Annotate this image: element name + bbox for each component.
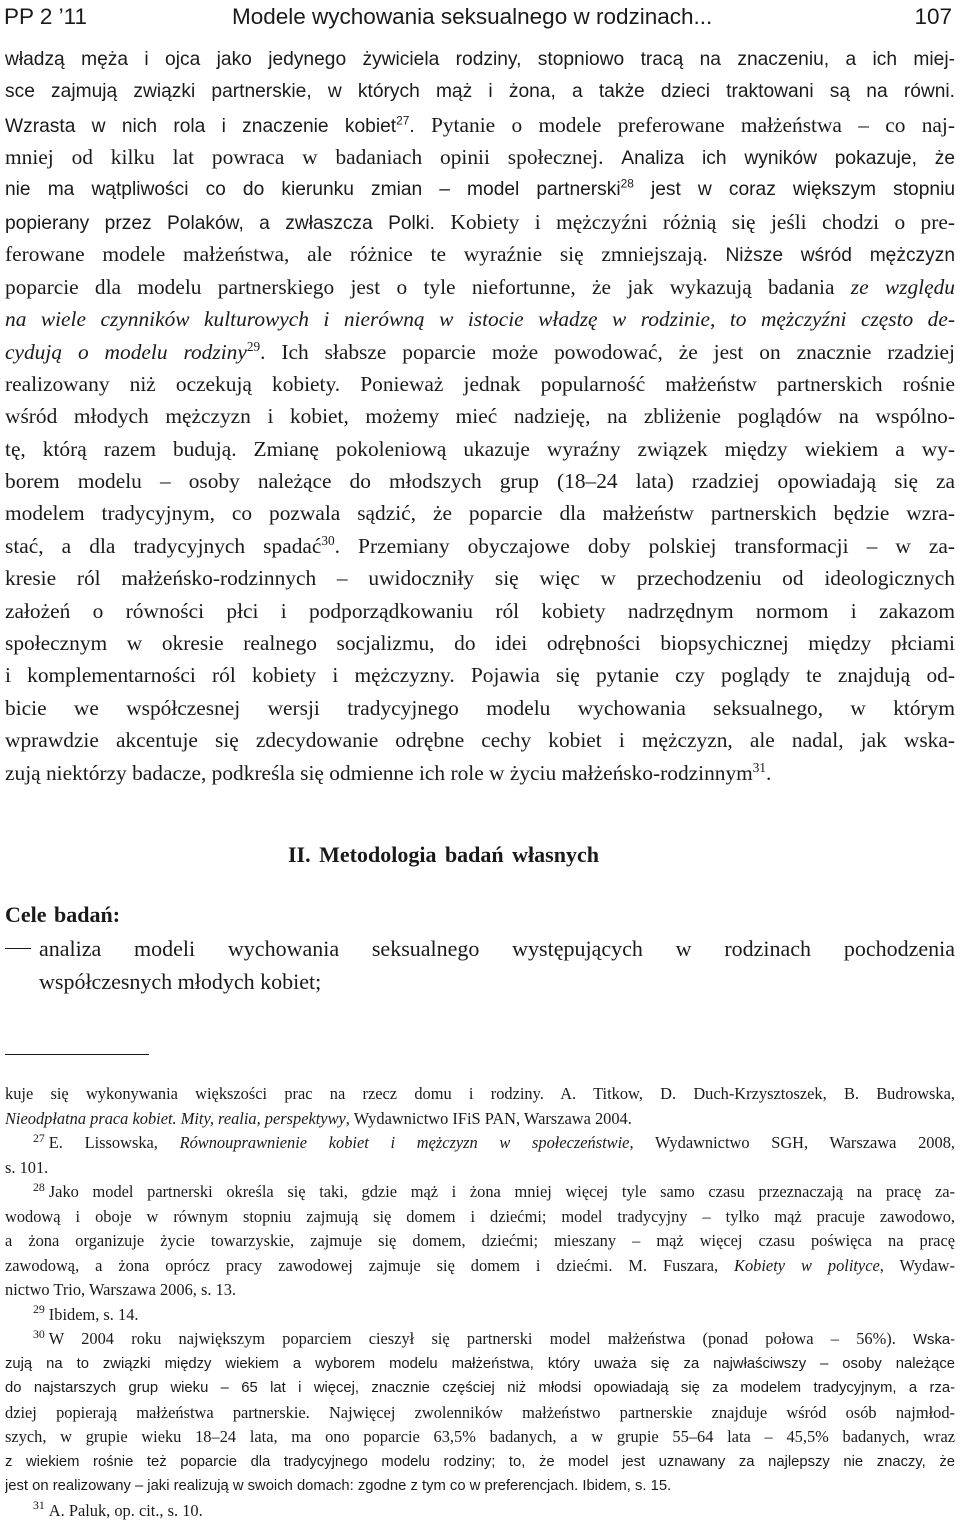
- body-line: [5, 76, 955, 108]
- text-run: zawodową, a żona oprócz pracy zawodowej zajmuje się domem i dziećmi. M. Fuszara,: [5, 1255, 735, 1275]
- text-run: popierany przez Polaków, a zwłaszcza Polki.: [5, 212, 451, 234]
- text-run: z wiekiem rośnie też poparcie dla tradycyjnego modelu rodziny; to, że model jest uznawany za najlepszy nie znaczy, że: [5, 1453, 955, 1470]
- text-run: , Wydaw-: [879, 1255, 955, 1275]
- body-text: [5, 44, 955, 789]
- goal-item-1-text: analiza modeli wychowania seksualnego występujących w rodzinach pochodzenia: [39, 936, 955, 961]
- footnote-line: [5, 1107, 955, 1132]
- footnote-line: [5, 1180, 955, 1205]
- text-run: zują na to związki między wiekiem a wyborem modelu małżeństwa, który uważa się za najwłaściwszy – osoby należące: [5, 1355, 955, 1372]
- body-line: [5, 141, 955, 173]
- body-line: [5, 562, 955, 594]
- goal-item-1-line-2: współczesnych młodych kobiet;: [39, 969, 322, 994]
- text-run: ze względu: [850, 274, 955, 299]
- text-run: bicie we współczesnej wersji tradycyjnego modelu wychowania seksualnego, w którym: [5, 695, 955, 720]
- footnote-line: [5, 1303, 955, 1328]
- text-run: stać, a dla tradycyjnych spadać: [5, 533, 322, 558]
- body-line: [5, 595, 955, 627]
- text-run: władzą męża i ojca jako jedynego żywiciela rodziny, stopniowo tracą na znaczeniu, a ich miej-: [5, 49, 955, 70]
- footnote-ref: 28: [620, 176, 634, 191]
- body-line: [5, 109, 955, 141]
- text-run: jest on realizowany – jaki realizują w swoich domach: zgodne z tym co w preferencjach. Ibidem, s. 15.: [5, 1478, 672, 1494]
- body-line: [5, 303, 955, 335]
- body-line: [5, 530, 955, 562]
- footnote-line: [5, 1327, 955, 1352]
- text-run: tę, którą razem budują. Zmianę pokoleniową ukazuje wyraźny związek między wiekiem a wy-: [5, 436, 955, 461]
- text-run: społecznym w okresie realnego socjalizmu, do idei odrębności biopsychicznej między płciami: [5, 631, 955, 656]
- text-run: Jako model partnerski określa się taki, gdzie mąż i żona mniej więcej tyle samo czasu przeznaczają na pracę za-: [48, 1182, 955, 1201]
- text-run: Pytanie o modele preferowane małżeństwa – co naj-: [430, 112, 955, 137]
- footnote-number: 30: [33, 1327, 45, 1341]
- footnote-line: [5, 1474, 955, 1499]
- footnote-line: [5, 1229, 955, 1254]
- text-run: Analiza ich wyników pokazuje, że: [621, 148, 955, 170]
- text-run: E. Lissowska,: [48, 1133, 180, 1152]
- body-line: [5, 44, 955, 76]
- text-run: .: [766, 760, 772, 785]
- goal-item-1-line-1: [5, 932, 955, 965]
- footnote-line: [5, 1254, 955, 1279]
- text-run: na wiele czynników kulturowych i nierówną w istocie władzę w rodzinie, to mężczyźni często de-: [5, 307, 955, 332]
- goals-heading: Cele badań:: [5, 902, 121, 927]
- text-run: Wska-: [913, 1332, 955, 1348]
- text-run: realizowany niż oczekują kobiety. Ponieważ jednak popularność małżeństw partnerskich rośnie: [5, 371, 955, 396]
- footnote-number: 28: [33, 1180, 45, 1194]
- body-line: [5, 692, 955, 724]
- goal-item-1: [5, 932, 955, 998]
- footnote-line: [5, 1352, 955, 1377]
- text-run: nie ma wątpliwości co do kierunku zmian – model partnerski: [5, 178, 621, 200]
- text-run: . Przemiany obyczajowe doby polskiej transformacji – w za-: [334, 533, 955, 558]
- text-run: dziej popierają małżeństwa partnerskie. Najwięcej zwolenników małżeństwo partnerskie znajduje wśród osób najmłod-: [5, 1402, 955, 1422]
- journal-issue: PP 2 ’11: [4, 4, 87, 29]
- text-run: wśród młodych mężczyzn i kobiet, możemy mieć nadzieję, na zbliżenie poglądów na wspólno-: [5, 404, 955, 429]
- footnote-ref: 29: [246, 338, 261, 354]
- footnote-line: [5, 1131, 955, 1156]
- footnote-number: 31: [33, 1498, 45, 1513]
- footnote-number: 29: [33, 1302, 45, 1317]
- running-title: Modele wychowania seksualnego w rodzinach...: [232, 4, 713, 29]
- text-run: .: [409, 115, 431, 137]
- text-run: Nieodpłatna praca kobiet. Mity, realia, perspektywy: [5, 1108, 346, 1128]
- footnote-line: [5, 1499, 955, 1524]
- text-run: kresie ról małżeńsko-rodzinnych – uwidoczniły się więc w przechodzeniu od ideologicznych: [5, 566, 955, 591]
- text-run: kuje się wykonywania większości prac na rzecz domu i rodziny. A. Titkow, D. Duch-Krzysztoszek, B. Budrowska,: [5, 1084, 955, 1103]
- body-line: [5, 497, 955, 529]
- text-run: W 2004 roku największym poparciem cieszył się partnerski model małżeństwa (ponad połowa – 56%).: [48, 1329, 914, 1348]
- footnote-line: [5, 1450, 955, 1475]
- text-run: Równouprawnienie kobiet i mężczyzn w społeczeństwie: [179, 1133, 630, 1152]
- footnote-ref: 31: [752, 759, 767, 775]
- text-run: Ibidem, s. 14.: [48, 1304, 139, 1324]
- body-line: [5, 238, 955, 270]
- text-run: s. 101.: [5, 1157, 49, 1177]
- text-run: a żona organizuje życie towarzyskie, zajmuje się domem, dziećmi; mieszany – mąż więcej czasu poświęca na pracę: [5, 1231, 955, 1250]
- footnote-ref: 30: [321, 532, 335, 548]
- section-title: II. Metodologia badań własnych: [288, 842, 599, 867]
- text-run: borem modelu – osoby należące do młodszych grup (18–24 lata) rzadziej opowiadają się za: [5, 469, 955, 494]
- text-run: wodową i oboje w równym stopniu zajmują się domem i dziećmi; model tradycyjny – tylko mąż pracuje zawodowo,: [5, 1206, 955, 1226]
- text-run: do najstarszych grup wieku – 65 lat i więcej, znacznie częściej niż młodsi opowiadają się za modelem tradycyjnym, a rza-: [5, 1380, 955, 1396]
- footnote-number: 27: [33, 1131, 45, 1145]
- body-line: [5, 659, 955, 691]
- text-run: ferowane modele małżeństwa, ale różnice te wyraźnie się zmniejszają.: [5, 242, 726, 267]
- text-run: mniej od kilku lat powraca w badaniach opinii społecznej.: [5, 145, 622, 170]
- page-number: 107: [914, 4, 952, 29]
- text-run: sce zajmują związki partnerskie, w których mąż i żona, a także dzieci traktowani są na równi.: [5, 81, 955, 103]
- body-line: [5, 206, 955, 238]
- text-run: cydują o modelu rodziny: [5, 339, 247, 364]
- text-run: A. Paluk, op. cit., s. 10.: [48, 1500, 203, 1520]
- body-line: [5, 368, 955, 400]
- footnote-line: [5, 1425, 955, 1450]
- text-run: szych, w grupie wieku 18–24 lata, ma ono poparcie 63,5% badanych, a w grupie 55–64 lata – 45,5% badanych, wraz: [5, 1427, 955, 1446]
- footnote-line: [5, 1401, 955, 1426]
- body-line: [5, 724, 955, 756]
- body-line: [5, 174, 955, 206]
- footnote-ref: 27: [396, 113, 410, 128]
- text-run: . Ich słabsze poparcie może powodować, że jest on znacznie rzadziej: [260, 339, 955, 364]
- footnote-line: [5, 1156, 955, 1181]
- body-line: [5, 757, 955, 789]
- footnote-line: [5, 1205, 955, 1230]
- body-line: [5, 465, 955, 497]
- text-run: Wzrasta w nich rola i znaczenie kobiet: [5, 115, 397, 137]
- text-run: Kobiety i mężczyźni różnią się jeśli chodzi o pre-: [450, 209, 955, 234]
- body-line: [5, 271, 955, 303]
- footnote-line: [5, 1376, 955, 1401]
- text-run: nictwo Trio, Warszawa 2006, s. 13.: [5, 1280, 237, 1299]
- body-line: [5, 627, 955, 659]
- text-run: Niższe wśród mężczyzn: [725, 245, 955, 267]
- text-run: wprawdzie akcentuje się zdecydowanie odrębne cechy kobiet i mężczyzn, ale nadal, jak wska-: [5, 728, 955, 753]
- text-run: poparcie dla modelu partnerskiego jest o tyle niefortunne, że jak wykazują badania: [5, 274, 851, 299]
- text-run: założeń o równości płci i podporządkowaniu ról kobiety nadrzędnym normom i zakazom: [5, 598, 955, 623]
- dash-bullet-icon: [5, 948, 31, 949]
- text-run: zują niektórzy badacze, podkreśla się odmienne ich role w życiu małżeńsko-rodzinnym: [5, 760, 753, 785]
- body-line: [5, 336, 955, 368]
- text-run: , Wydawnictwo IFiS PAN, Warszawa 2004.: [345, 1108, 632, 1128]
- body-line: [5, 433, 955, 465]
- text-run: modelem tradycyjnym, co pozwala sądzić, że poparcie dla małżeństw partnerskich będzie wzra-: [5, 501, 955, 526]
- footnote-line: [5, 1278, 955, 1303]
- text-run: jest w coraz większym stopniu: [633, 178, 955, 200]
- footnotes: [5, 1082, 955, 1523]
- text-run: Kobiety w polityce: [734, 1255, 880, 1275]
- footnote-line: [5, 1082, 955, 1107]
- text-run: i komplementarności ról kobiety i mężczyzny. Pojawia się pytanie czy poglądy te znajdują od-: [5, 663, 955, 688]
- body-line: [5, 400, 955, 432]
- running-header: [0, 0, 960, 40]
- text-run: , Wydawnictwo SGH, Warszawa 2008,: [629, 1133, 955, 1152]
- footnote-separator: [5, 1054, 149, 1055]
